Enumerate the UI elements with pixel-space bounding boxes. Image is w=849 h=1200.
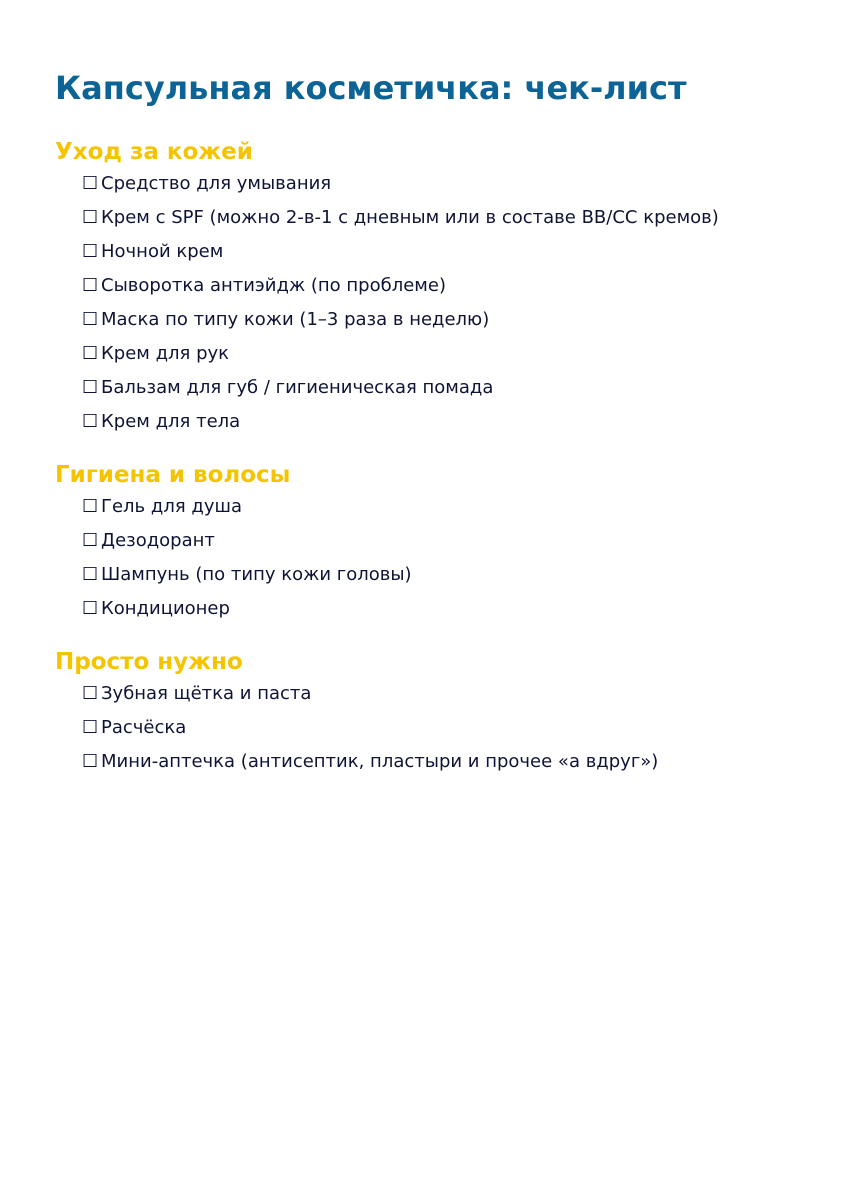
checklist-item-label: Ночной крем [101, 241, 224, 262]
document-page [55, 66, 835, 779]
checklist-item-label: Зубная щётка и паста [101, 683, 312, 704]
checklist-item[interactable] [82, 201, 835, 235]
checklist-item-label: Средство для умывания [101, 173, 332, 194]
checklist-item[interactable] [82, 558, 835, 592]
page-title: Капсульная косметичка: чек-лист [55, 69, 687, 107]
checkbox-icon[interactable]: ☐ [82, 496, 99, 517]
checkbox-icon[interactable]: ☐ [82, 207, 99, 228]
checklist [55, 677, 835, 779]
checklist-item[interactable] [82, 490, 835, 524]
checklist-item-label: Крем с SPF (можно 2-в-1 с дневным или в составе BB/CC кремов) [101, 207, 719, 228]
checklist-item[interactable] [82, 677, 835, 711]
checkbox-icon[interactable]: ☐ [82, 598, 99, 619]
checklist-item-label: Маска по типу кожи (1–3 раза в неделю) [101, 309, 490, 330]
checkbox-icon[interactable]: ☐ [82, 173, 99, 194]
checklist-item[interactable] [82, 371, 835, 405]
checklist-item[interactable] [82, 592, 835, 626]
checklist-item-label: Гель для душа [101, 496, 242, 517]
checkbox-icon[interactable]: ☐ [82, 564, 99, 585]
checklist [55, 167, 835, 439]
checkbox-icon[interactable]: ☐ [82, 343, 99, 364]
section-heading: Просто нужно [55, 649, 243, 675]
checklist-item[interactable] [82, 235, 835, 269]
checkbox-icon[interactable]: ☐ [82, 241, 99, 262]
checklist-item[interactable] [82, 711, 835, 745]
section-heading: Уход за кожей [55, 139, 253, 165]
checkbox-icon[interactable]: ☐ [82, 717, 99, 738]
section-skin-care [55, 137, 835, 439]
section-heading: Гигиена и волосы [55, 462, 291, 488]
checkbox-icon[interactable]: ☐ [82, 530, 99, 551]
checklist-item-label: Сыворотка антиэйдж (по проблеме) [101, 275, 446, 296]
checklist-item[interactable] [82, 303, 835, 337]
section-essentials [55, 647, 835, 779]
checklist-item-label: Кондиционер [101, 598, 230, 619]
checkbox-icon[interactable]: ☐ [82, 751, 99, 772]
checkbox-icon[interactable]: ☐ [82, 275, 99, 296]
checklist-item[interactable] [82, 337, 835, 371]
checklist [55, 490, 835, 626]
checkbox-icon[interactable]: ☐ [82, 377, 99, 398]
checklist-item-label: Крем для рук [101, 343, 230, 364]
checklist-item-label: Дезодорант [101, 530, 215, 551]
checklist-item[interactable] [82, 269, 835, 303]
checklist-item-label: Крем для тела [101, 411, 241, 432]
checklist-item-label: Шампунь (по типу кожи головы) [101, 564, 412, 585]
checklist-item[interactable] [82, 745, 835, 779]
checklist-item-label: Мини-аптечка (антисептик, пластыри и прочее «а вдруг») [101, 751, 659, 772]
checklist-item-label: Расчёска [101, 717, 187, 738]
checklist-item-label: Бальзам для губ / гигиеническая помада [101, 377, 494, 398]
checkbox-icon[interactable]: ☐ [82, 309, 99, 330]
checklist-item[interactable] [82, 524, 835, 558]
checkbox-icon[interactable]: ☐ [82, 683, 99, 704]
section-hygiene-hair [55, 460, 835, 626]
checklist-item[interactable] [82, 405, 835, 439]
checklist-item[interactable] [82, 167, 835, 201]
checkbox-icon[interactable]: ☐ [82, 411, 99, 432]
